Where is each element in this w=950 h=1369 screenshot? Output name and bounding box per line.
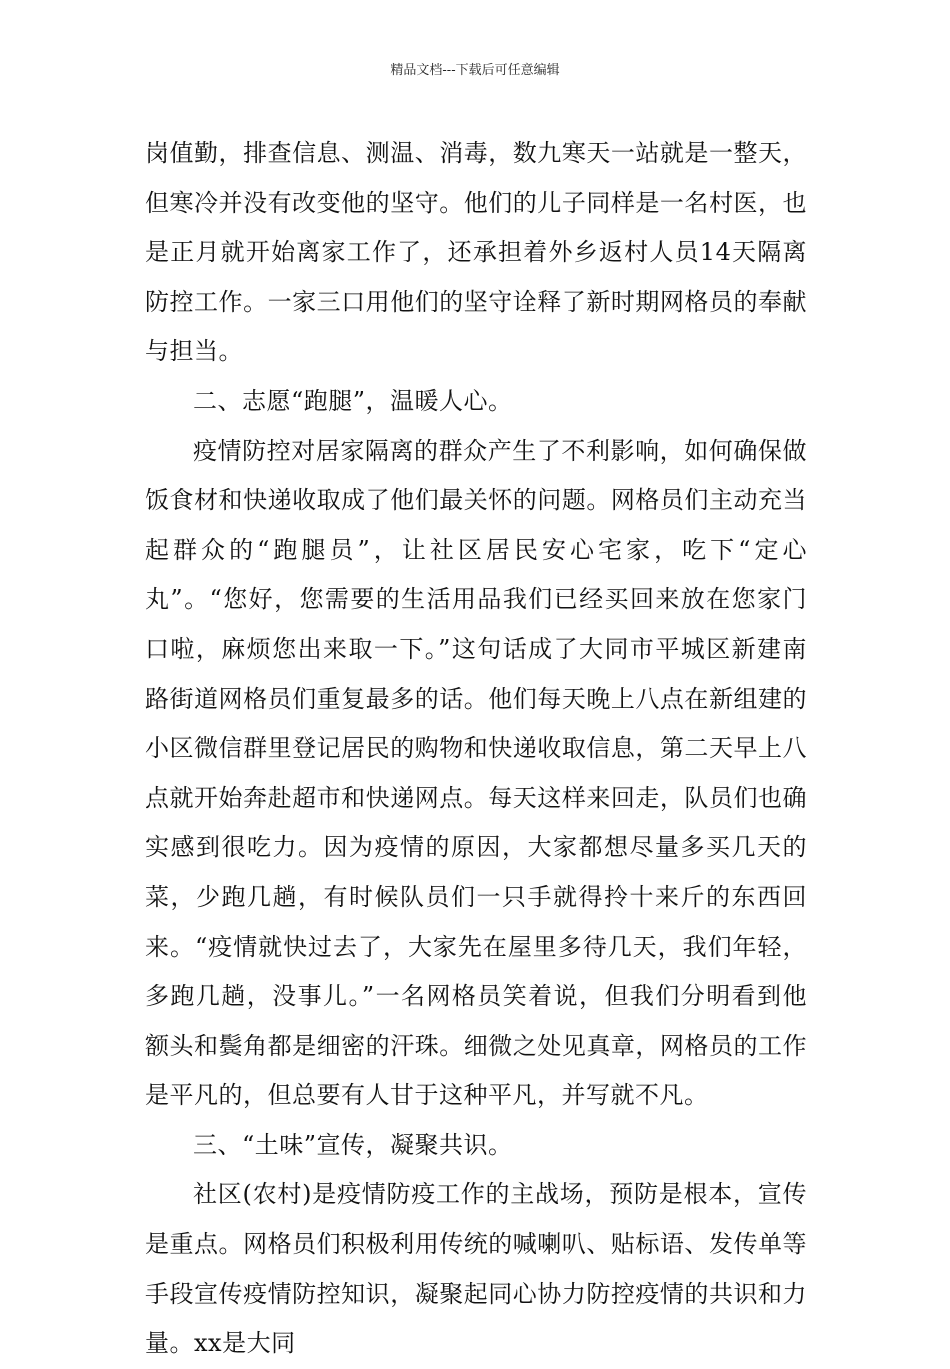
paragraph-publicity: 社区(农村)是疫情防疫工作的主战场，预防是根本，宣传是重点。网格员们积极利用传统的喊喇叭、贴标语、发传单等手段宣传疫情防控知识，凝聚起同心协力防控疫情的共识和力量。xx是大同 bbox=[145, 1180, 807, 1358]
paragraph-continuation: 岗值勤，排查信息、测温、消毒，数九寒天一站就是一整天，但寒冷并没有改变他的坚守。他们的儿子同样是一名村医，也是正月就开始离家工作了，还承担着外乡返村人员14天隔离防控工作。一家三口用他们的坚守诠释了新时期网格员的奉献与担当。 bbox=[145, 139, 807, 366]
page-header: 精品文档---下载后可任意编辑 bbox=[390, 63, 560, 78]
document-body bbox=[145, 129, 807, 1369]
section-heading-three: 三、“土味”宣传，凝聚共识。 bbox=[193, 1130, 513, 1159]
section-heading-two: 二、志愿“跑腿”，温暖人心。 bbox=[193, 386, 513, 415]
paragraph-volunteer-errands: 疫情防控对居家隔离的群众产生了不利影响，如何确保做饭食材和快递收取成了他们最关怀的问题。网格员们主动充当起群众的“跑腿员”，让社区居民安心宅家，吃下“定心丸”。“您好，您需要的生活用品我们已经买回来放在您家门口啦，麻烦您出来取一下。”这句话成了大同市平城区新建南路街道网格员们重复最多的话。他们每天晚上八点在新组建的小区微信群里登记居民的购物和快递收取信息，第二天早上八点就开始奔赴超市和快递网点。每天这样来回走，队员们也确实感到很吃力。因为疫情的原因，大家都想尽量多买几天的菜，少跑几趟，有时候队员们一只手就得拎十来斤的东西回来。“疫情就快过去了，大家先在屋里多待几天，我们年轻，多跑几趟，没事儿。”一名网格员笑着说，但我们分明看到他额头和鬓角都是细密的汗珠。细微之处见真章，网格员的工作是平凡的，但总要有人甘于这种平凡，并写就不凡。 bbox=[145, 436, 807, 1110]
